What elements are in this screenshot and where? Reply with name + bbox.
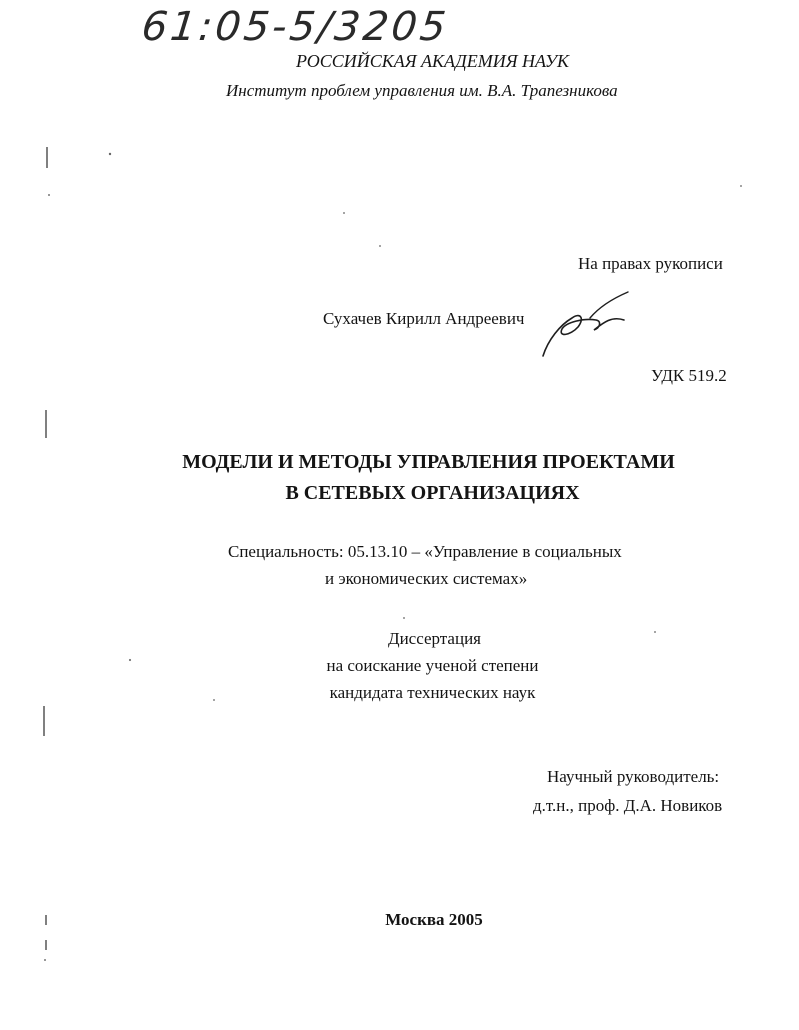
dissertation-field-line: кандидата технических наук — [329, 683, 536, 702]
dissertation-degree-line: на соискание ученой степени — [326, 656, 539, 675]
specialty-line-1: Специальность: 05.13.10 – «Управление в социальных — [228, 542, 622, 561]
city-year: Москва 2005 — [385, 910, 483, 929]
supervisor-name: д.т.н., проф. Д.А. Новиков — [533, 796, 723, 815]
supervisor-label: Научный руководитель: — [547, 767, 720, 786]
specialty-line-2: и экономических системах» — [325, 569, 528, 588]
institute-name: Институт проблем управления им. В.А. Трапезникова — [226, 81, 618, 100]
author-name: Сухачев Кирилл Андреевич — [323, 309, 525, 328]
udc-code: УДК 519.2 — [651, 366, 727, 385]
rights-notice: На правах рукописи — [578, 254, 723, 273]
thesis-title-line-2: В СЕТЕВЫХ ОРГАНИЗАЦИЯХ — [285, 482, 580, 504]
dissertation-label: Диссертация — [387, 629, 481, 648]
academy-name: РОССИЙСКАЯ АКАДЕМИЯ НАУК — [296, 51, 569, 71]
thesis-title-line-1: МОДЕЛИ И МЕТОДЫ УПРАВЛЕНИЯ ПРОЕКТАМИ — [182, 451, 675, 473]
handwritten-archive-number: 61:05-5/3205 — [139, 4, 451, 50]
